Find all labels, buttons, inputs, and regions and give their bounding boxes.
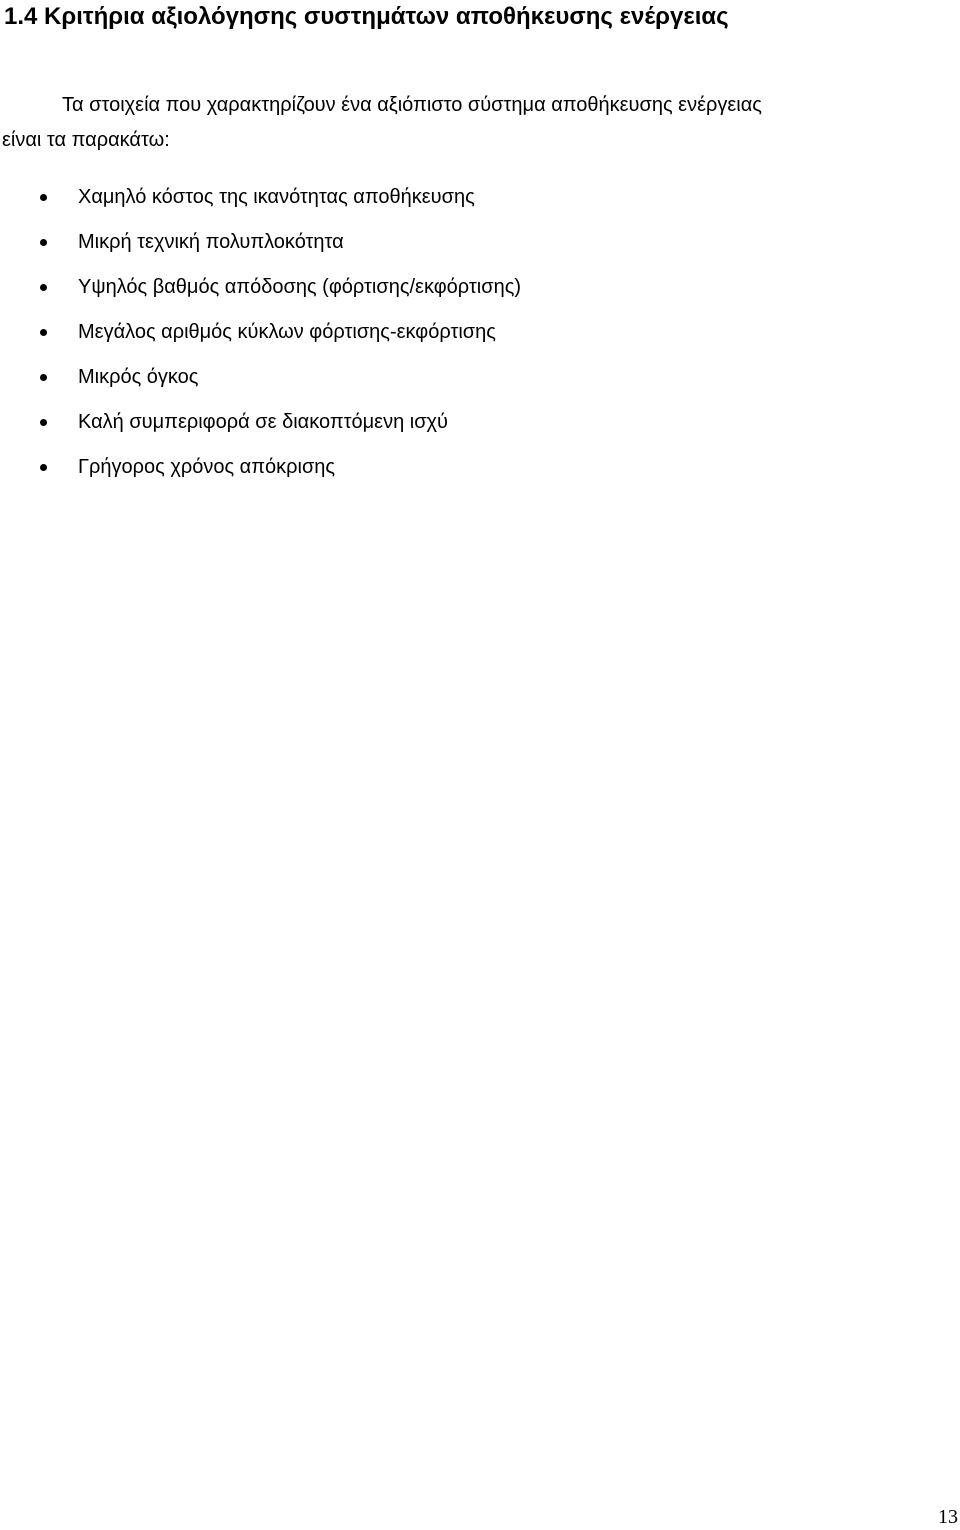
list-item-text: Υψηλός βαθμός απόδοσης (φόρτισης/εκφόρτισης) [78,276,521,298]
bullet-icon [40,284,47,291]
bullet-icon [40,194,47,201]
intro-paragraph [2,88,952,158]
bullet-icon [40,419,47,426]
bullet-icon [40,239,47,246]
bullet-icon [40,464,47,471]
list-item-text: Μεγάλος αριθμός κύκλων φόρτισης-εκφόρτισης [78,321,496,343]
page-number: 13 [938,1506,958,1528]
section-heading: 1.4 Κριτήρια αξιολόγησης συστημάτων αποθήκευσης ενέργειας [4,3,729,30]
list-item-text: Γρήγορος χρόνος απόκρισης [78,456,336,478]
bullet-icon [40,374,47,381]
intro-line-2: είναι τα παρακάτω: [2,129,170,151]
list-item-text: Καλή συμπεριφορά σε διακοπτόμενη ισχύ [78,411,448,433]
list-item-text: Μικρή τεχνική πολυπλοκότητα [78,231,344,253]
bullet-icon [40,329,47,336]
list-item-text: Μικρός όγκος [78,366,199,388]
list-item-text: Χαμηλό κόστος της ικανότητας αποθήκευσης [78,186,475,208]
intro-line-1: Τα στοιχεία που χαρακτηρίζουν ένα αξιόπιστο σύστημα αποθήκευσης ενέργειας [62,94,762,116]
